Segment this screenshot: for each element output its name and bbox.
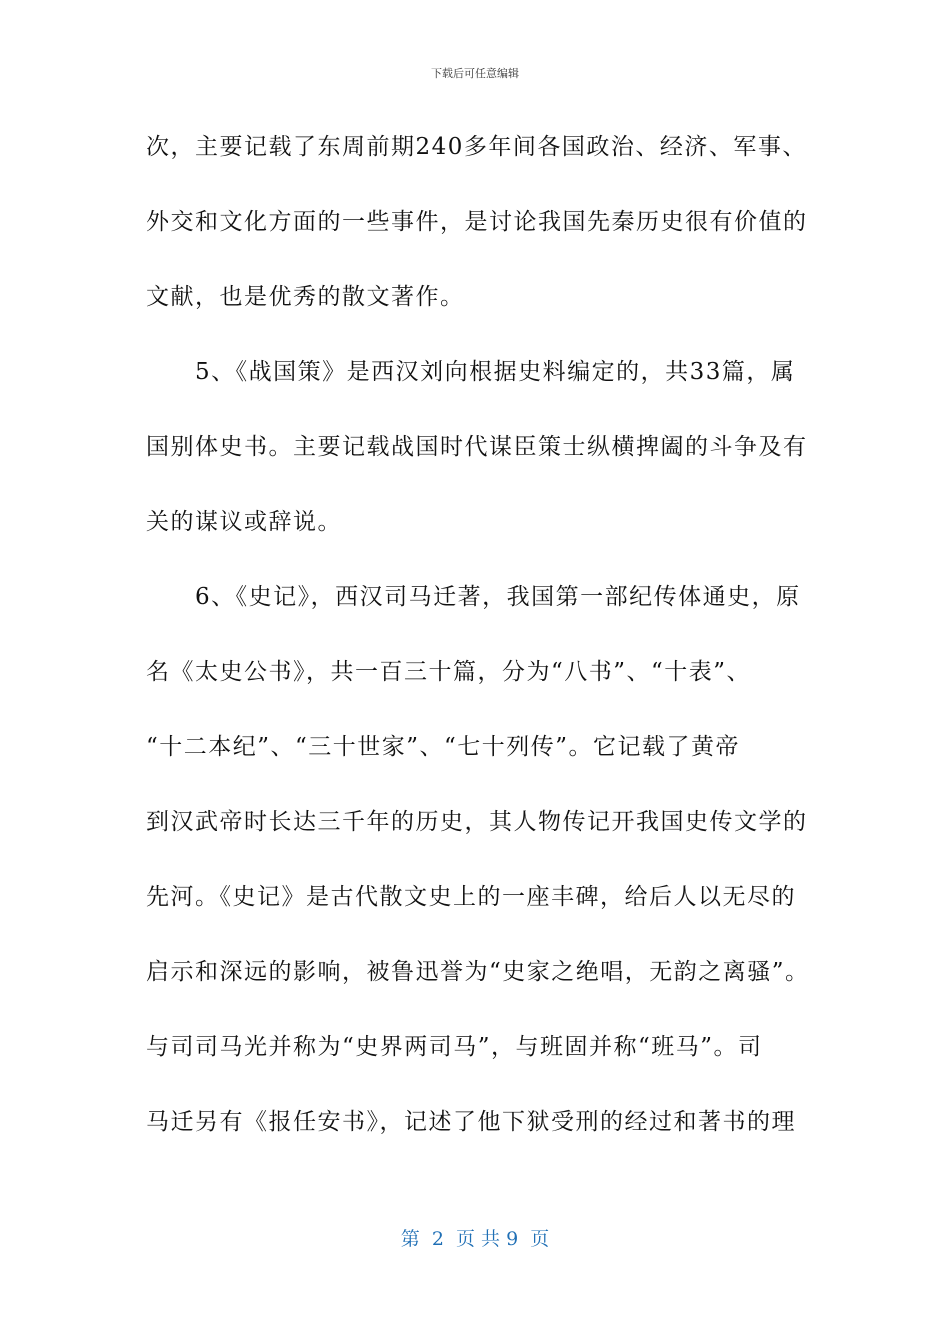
text-line: “十二本纪”、“三十世家”、“七十列传”。它记载了黄帝: [146, 734, 741, 760]
text-line: 国别体史书。主要记载战国时代谋臣策士纵横捭阖的斗争及有: [146, 434, 808, 460]
text-line: 马迁另有《报任安书》，记述了他下狱受刑的经过和著书的理: [146, 1109, 796, 1135]
text-line: 到汉武帝时长达三千年的历史，其人物传记开我国史传文学的: [146, 809, 808, 835]
page-number-footer: 第 2 页 共 9 页: [400, 1228, 550, 1250]
text-line: 6、《史记》，西汉司马迁著，我国第一部纪传体通史，原: [146, 584, 801, 610]
text-line: 文献，也是优秀的散文著作。: [146, 284, 465, 310]
text-line: 名《太史公书》，共一百三十篇，分为“八书”、“十表”、: [146, 659, 752, 685]
document-body: [146, 127, 826, 1177]
text-line: 先河。《史记》是古代散文史上的一座丰碑，给后人以无尽的: [146, 884, 796, 910]
text-line: 与司司马光并称为“史界两司马”，与班固并称“班马”。司: [146, 1034, 763, 1060]
text-line: 5、《战国策》是西汉刘向根据史料编定的，共33篇，属: [146, 359, 796, 385]
text-line: 外交和文化方面的一些事件，是讨论我国先秦历史很有价值的: [146, 209, 808, 235]
text-line: 次，主要记载了东周前期240多年间各国政治、经济、军事、: [146, 134, 807, 160]
text-line: 关的谋议或辞说。: [146, 509, 342, 535]
text-line: 启示和深远的影响，被鲁迅誉为“史家之绝唱，无韵之离骚”。: [146, 959, 810, 985]
page-header: 下载后可任意编辑: [431, 67, 519, 80]
